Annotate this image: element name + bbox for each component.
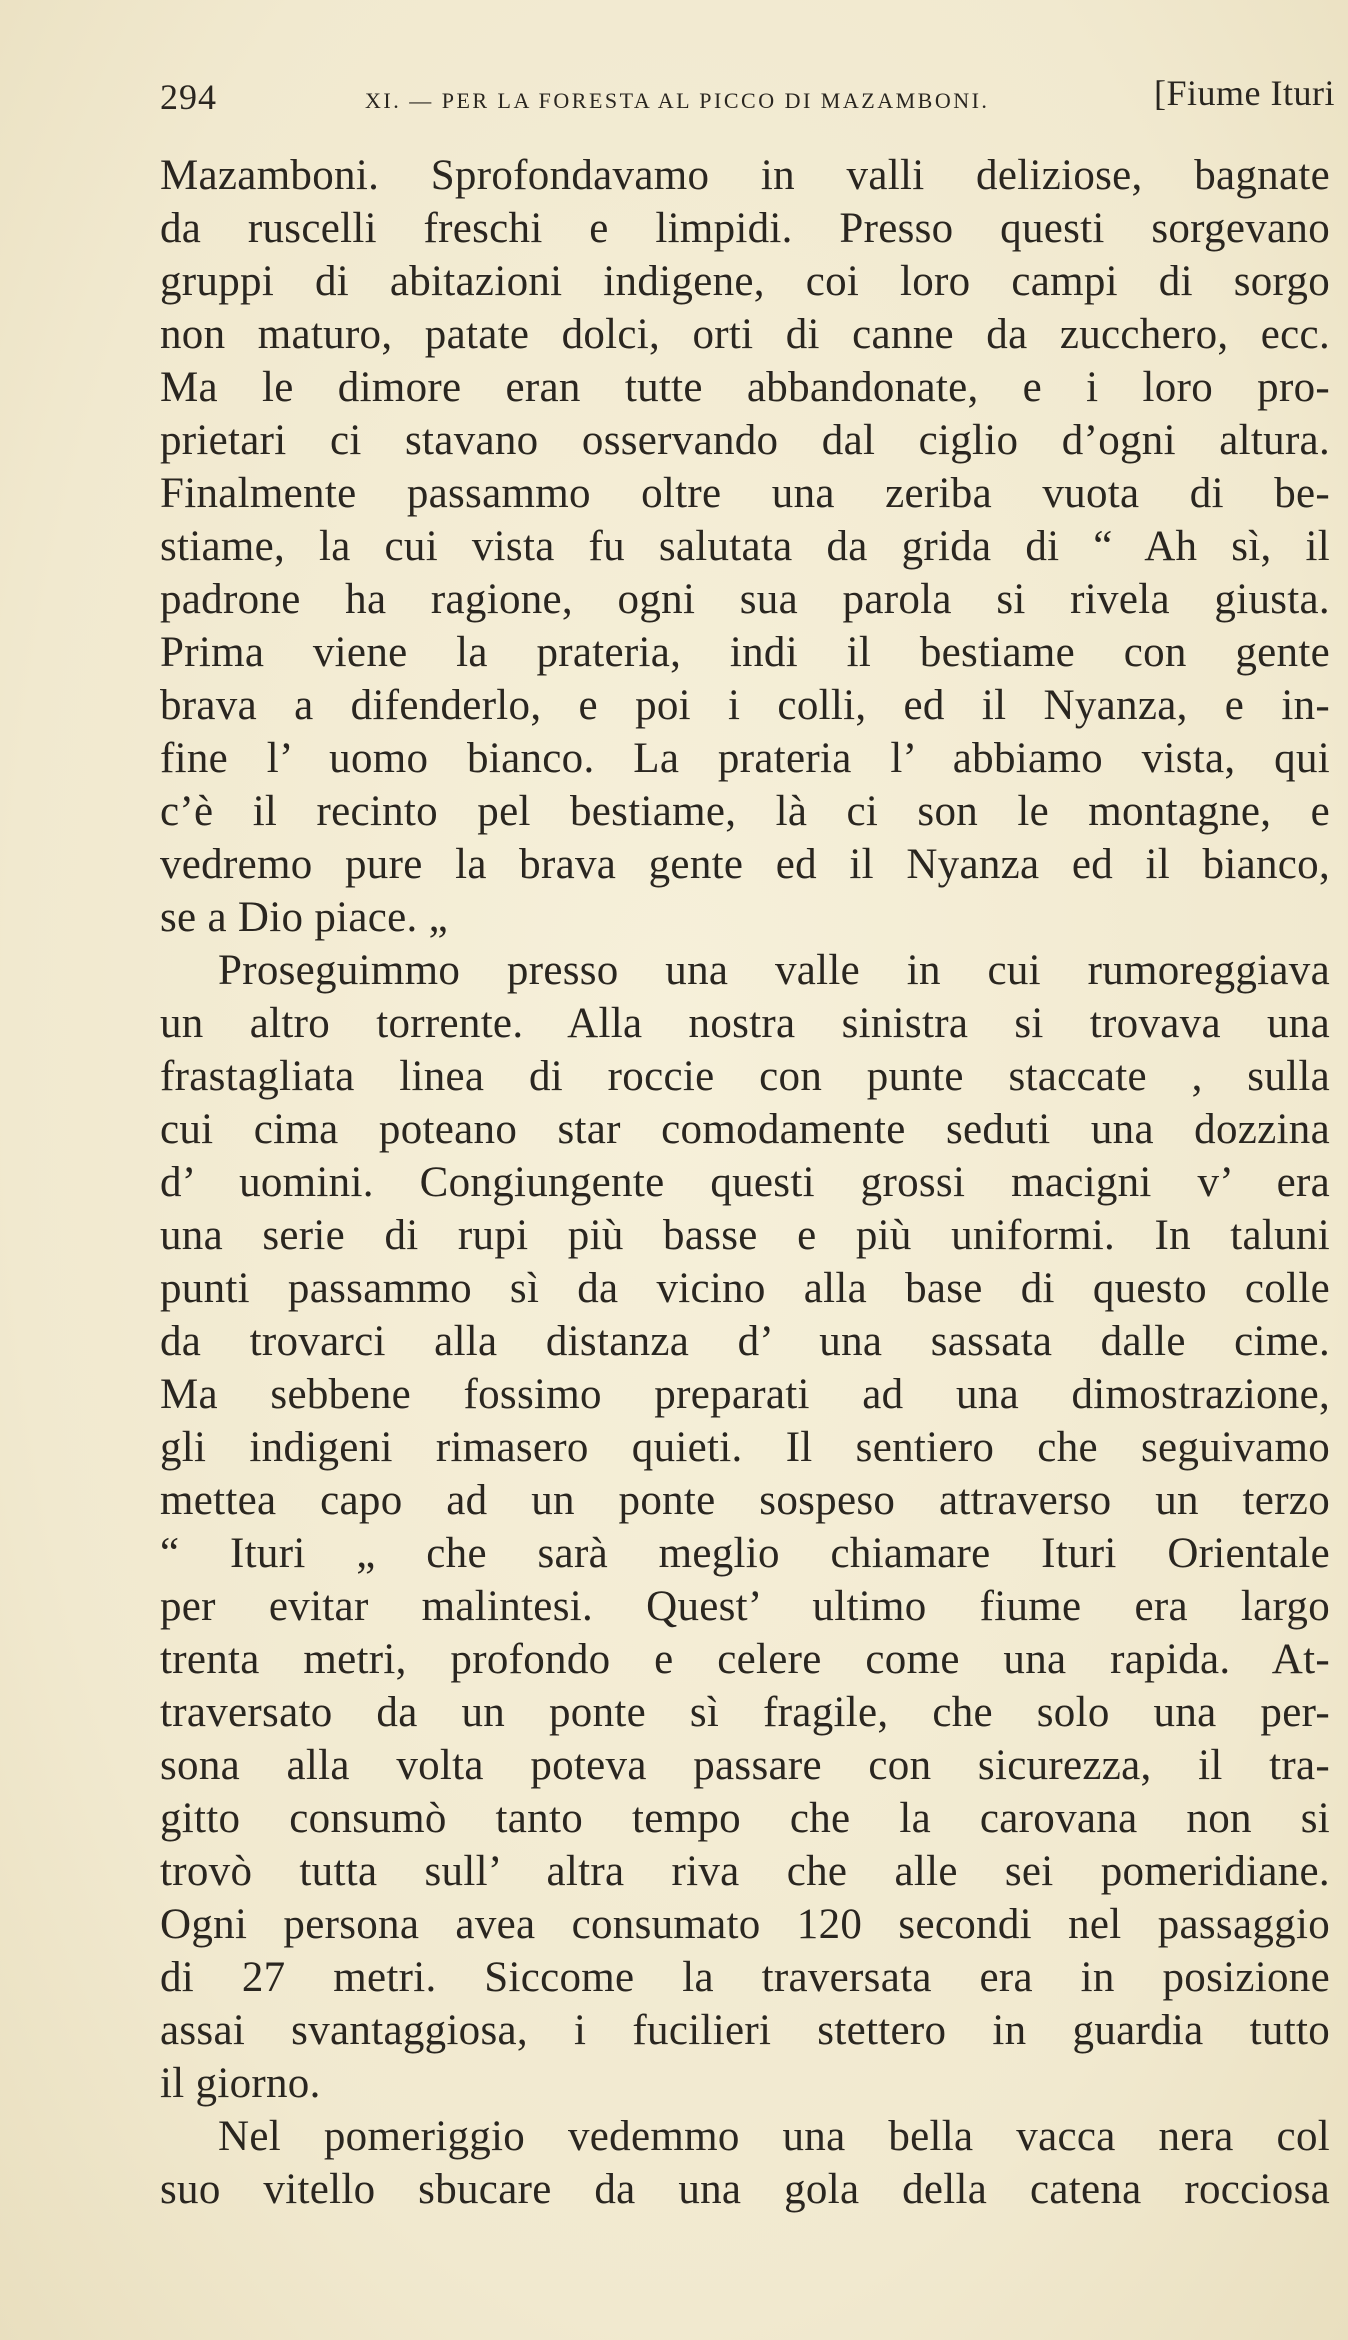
text-line: una serie di rupi più basse e più uniformi. In taluni [160,1212,1330,1259]
text-line: c’è il recinto pel bestiame, là ci son le montagne, e [160,788,1330,835]
section-tag: [Fiume Ituri [1154,73,1335,113]
text-line: gitto consumò tanto tempo che la carovana non si [160,1795,1330,1842]
text-line: Ogni persona avea consumato 120 secondi nel passaggio [160,1901,1330,1948]
text-line: frastagliata linea di roccie con punte staccate , sulla [160,1053,1330,1100]
text-line: prietari ci stavano osservando dal ciglio d’ogni altura. [160,417,1330,464]
text-line: stiame, la cui vista fu salutata da grida di “ Ah sì, il [160,523,1330,570]
text-line: trovò tutta sull’ altra riva che alle sei pomeridiane. [160,1848,1330,1895]
text-line: brava a difenderlo, e poi i colli, ed il Nyanza, e in- [160,682,1330,729]
text-line: un altro torrente. Alla nostra sinistra si trovava una [160,1000,1330,1047]
running-head: XI. — PER LA FORESTA AL PICCO DI MAZAMBONI. [365,88,990,113]
text-line: cui cima poteano star comodamente seduti una dozzina [160,1106,1330,1153]
text-line: “ Ituri „ che sarà meglio chiamare Ituri Orientale [160,1530,1330,1577]
body-text [160,149,1330,2216]
text-line: Nel pomeriggio vedemmo una bella vacca nera col [218,2113,1330,2160]
text-line: punti passammo sì da vicino alla base di questo colle [160,1265,1330,1312]
text-line: Prima viene la prateria, indi il bestiame con gente [160,629,1330,676]
text-line: d’ uomini. Congiungente questi grossi macigni v’ era [160,1159,1330,1206]
text-line: vedremo pure la brava gente ed il Nyanza ed il bianco, [160,841,1330,888]
text-line: se a Dio piace. „ [160,894,449,941]
text-line: da ruscelli freschi e limpidi. Presso questi sorgevano [160,205,1330,252]
text-line: Finalmente passammo oltre una zeriba vuota di be- [160,470,1330,517]
text-line: assai svantaggiosa, i fucilieri stettero in guardia tutto [160,2007,1330,2054]
text-line: Mazamboni. Sprofondavamo in valli deliziose, bagnate [160,152,1330,199]
text-line: il giorno. [160,2060,321,2107]
text-line: sona alla volta poteva passare con sicurezza, il tra- [160,1742,1330,1789]
page-header [160,70,1335,130]
text-line: di 27 metri. Siccome la traversata era in posizione [160,1954,1330,2001]
text-line: trenta metri, profondo e celere come una rapida. At- [160,1636,1330,1683]
text-line: Proseguimmo presso una valle in cui rumoreggiava [218,947,1330,994]
text-line: mettea capo ad un ponte sospeso attraverso un terzo [160,1477,1330,1524]
text-line: Ma sebbene fossimo preparati ad una dimostrazione, [160,1371,1330,1418]
text-line: Ma le dimore eran tutte abbandonate, e i loro pro- [160,364,1330,411]
page-number: 294 [160,77,217,117]
text-line: traversato da un ponte sì fragile, che solo una per- [160,1689,1330,1736]
text-line: suo vitello sbucare da una gola della catena rocciosa [160,2166,1330,2213]
text-line: non maturo, patate dolci, orti di canne da zucchero, ecc. [160,311,1330,358]
text-line: gli indigeni rimasero quieti. Il sentiero che seguivamo [160,1424,1330,1471]
text-line: da trovarci alla distanza d’ una sassata dalle cime. [160,1318,1330,1365]
text-line: fine l’ uomo bianco. La prateria l’ abbiamo vista, qui [160,735,1330,782]
text-line: per evitar malintesi. Quest’ ultimo fiume era largo [160,1583,1330,1630]
text-line: gruppi di abitazioni indigene, coi loro campi di sorgo [160,258,1330,305]
text-line: padrone ha ragione, ogni sua parola si rivela giusta. [160,576,1330,623]
